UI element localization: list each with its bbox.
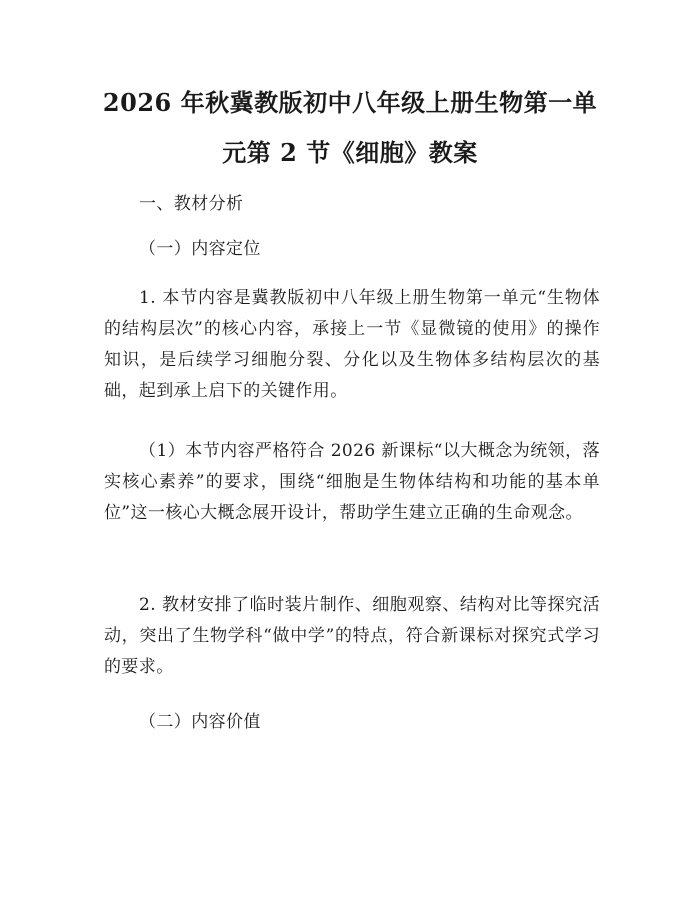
paragraph-curriculum-standard: （1）本节内容严格符合 2026 新课标“以大概念为统领，落实核心素养”的要求，围绕“细胞是生物体结构和功能的基本单位”这一核心大概念展开设计，帮助学生建立正确的生命观念。 <box>104 441 600 523</box>
title-line-1: 2026 年秋冀教版初中八年级上册生物第一单 <box>102 88 598 117</box>
title-line-2: 元第 2 节《细胞》教案 <box>222 138 478 167</box>
subsection-heading-content-value: （二）内容价值 <box>139 712 261 732</box>
paragraph-inquiry-activities: 2. 教材安排了临时装片制作、细胞观察、结构对比等探究活动，突出了生物学科“做中学”的特点，符合新课标对探究式学习的要求。 <box>104 595 600 677</box>
section-heading-textbook-analysis: 一、教材分析 <box>139 194 244 214</box>
document-title <box>90 78 610 178</box>
subsection-heading-content-positioning: （一）内容定位 <box>139 239 261 259</box>
paragraph-content-positioning-1: 1. 本节内容是冀教版初中八年级上册生物第一单元“生物体的结构层次”的核心内容，承接上一节《显微镜的使用》的操作知识，是后续学习细胞分裂、分化以及生物体多结构层次的基础，起到承上启下的关键作用。 <box>104 288 600 401</box>
